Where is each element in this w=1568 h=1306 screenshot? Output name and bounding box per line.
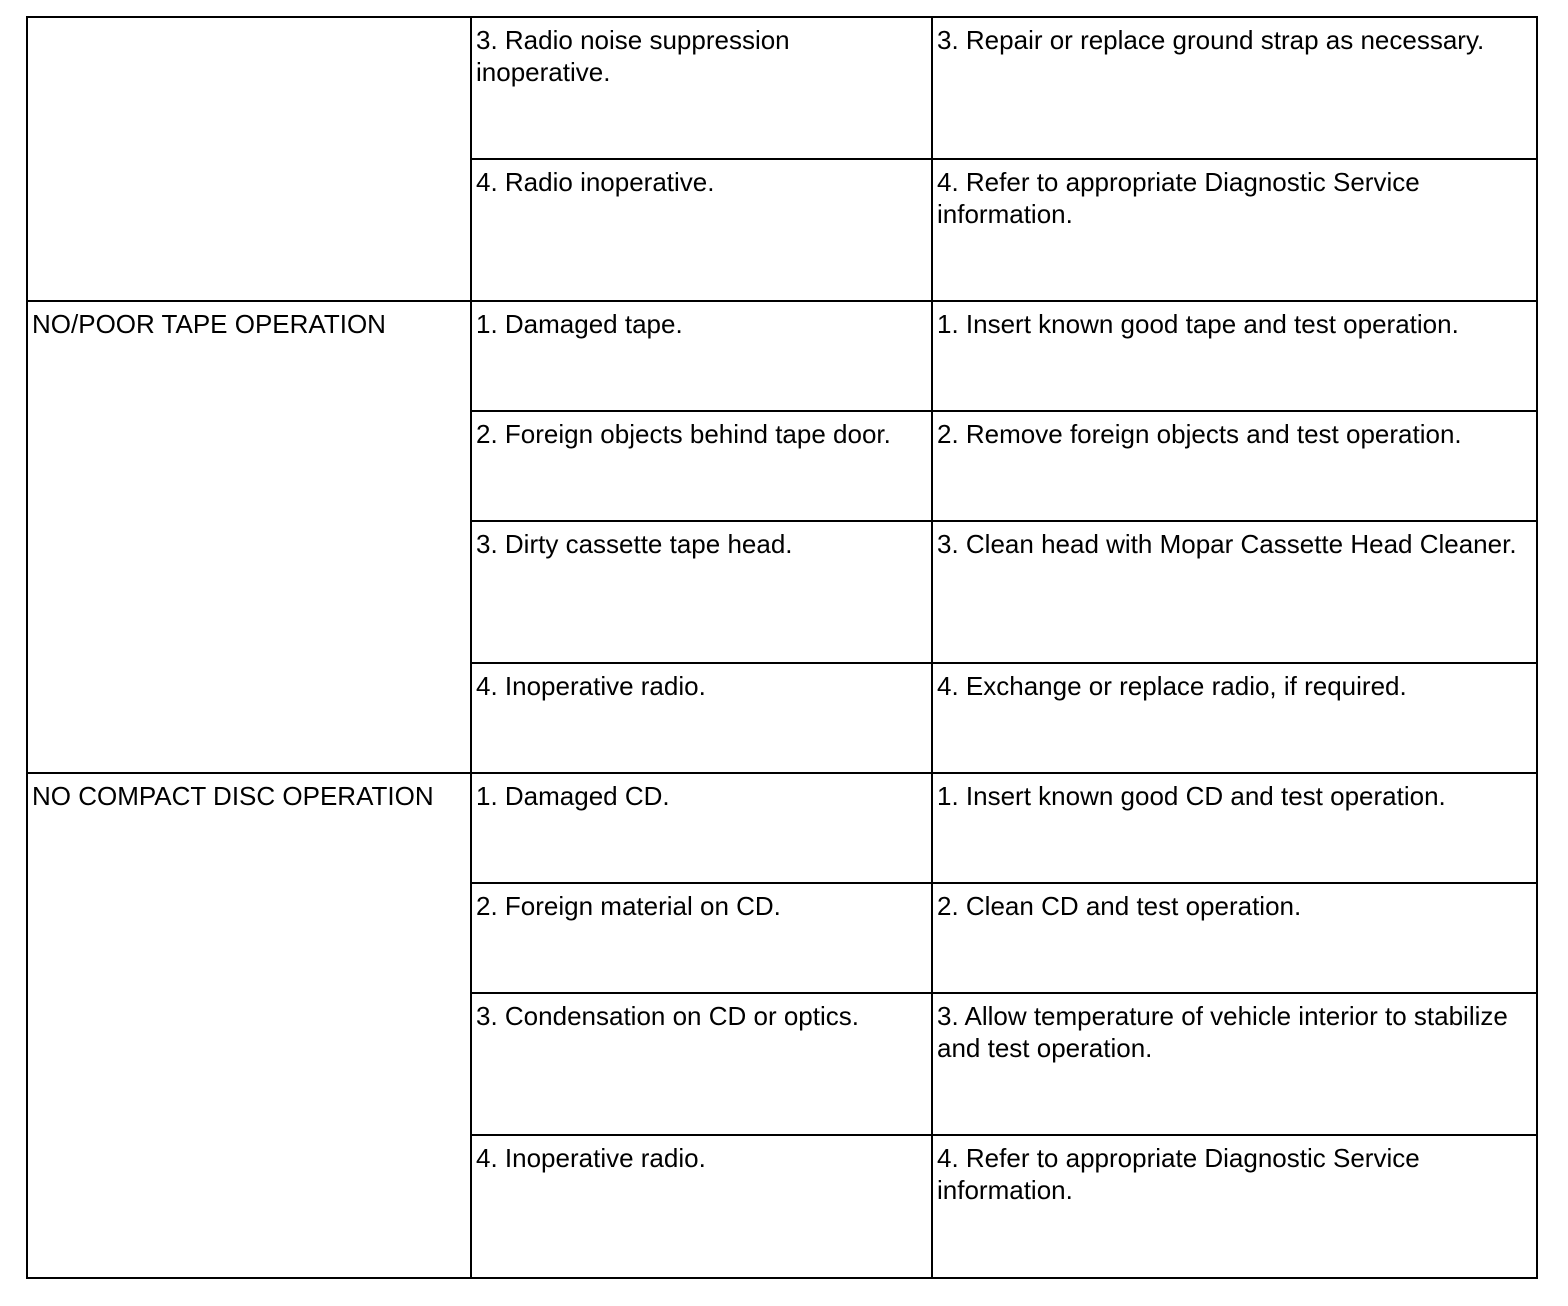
condition-cell: NO/POOR TAPE OPERATION [27,301,471,773]
cause-cell: 3. Dirty cassette tape head. [471,521,932,663]
cause-cell: 1. Damaged CD. [471,773,932,883]
condition-cell [27,17,471,301]
cause-cell: 4. Inoperative radio. [471,1135,932,1278]
table-row [27,301,1537,411]
correction-cell: 2. Remove foreign objects and test operation. [932,411,1537,521]
table-row [27,17,1537,159]
correction-cell: 3. Clean head with Mopar Cassette Head Cleaner. [932,521,1537,663]
table-row [27,773,1537,883]
cause-cell: 1. Damaged tape. [471,301,932,411]
correction-cell: 3. Repair or replace ground strap as necessary. [932,17,1537,159]
correction-cell: 3. Allow temperature of vehicle interior to stabilize and test operation. [932,993,1537,1135]
cause-cell: 3. Condensation on CD or optics. [471,993,932,1135]
correction-cell: 1. Insert known good tape and test operation. [932,301,1537,411]
cause-cell: 4. Radio inoperative. [471,159,932,301]
cause-cell: 4. Inoperative radio. [471,663,932,773]
condition-cell: NO COMPACT DISC OPERATION [27,773,471,1278]
cause-cell: 2. Foreign material on CD. [471,883,932,993]
cause-cell: 2. Foreign objects behind tape door. [471,411,932,521]
correction-cell: 4. Exchange or replace radio, if required. [932,663,1537,773]
correction-cell: 1. Insert known good CD and test operation. [932,773,1537,883]
correction-cell: 4. Refer to appropriate Diagnostic Service information. [932,159,1537,301]
correction-cell: 4. Refer to appropriate Diagnostic Service information. [932,1135,1537,1278]
cause-cell: 3. Radio noise suppression inoperative. [471,17,932,159]
correction-cell: 2. Clean CD and test operation. [932,883,1537,993]
diagnosis-table [26,16,1538,1279]
